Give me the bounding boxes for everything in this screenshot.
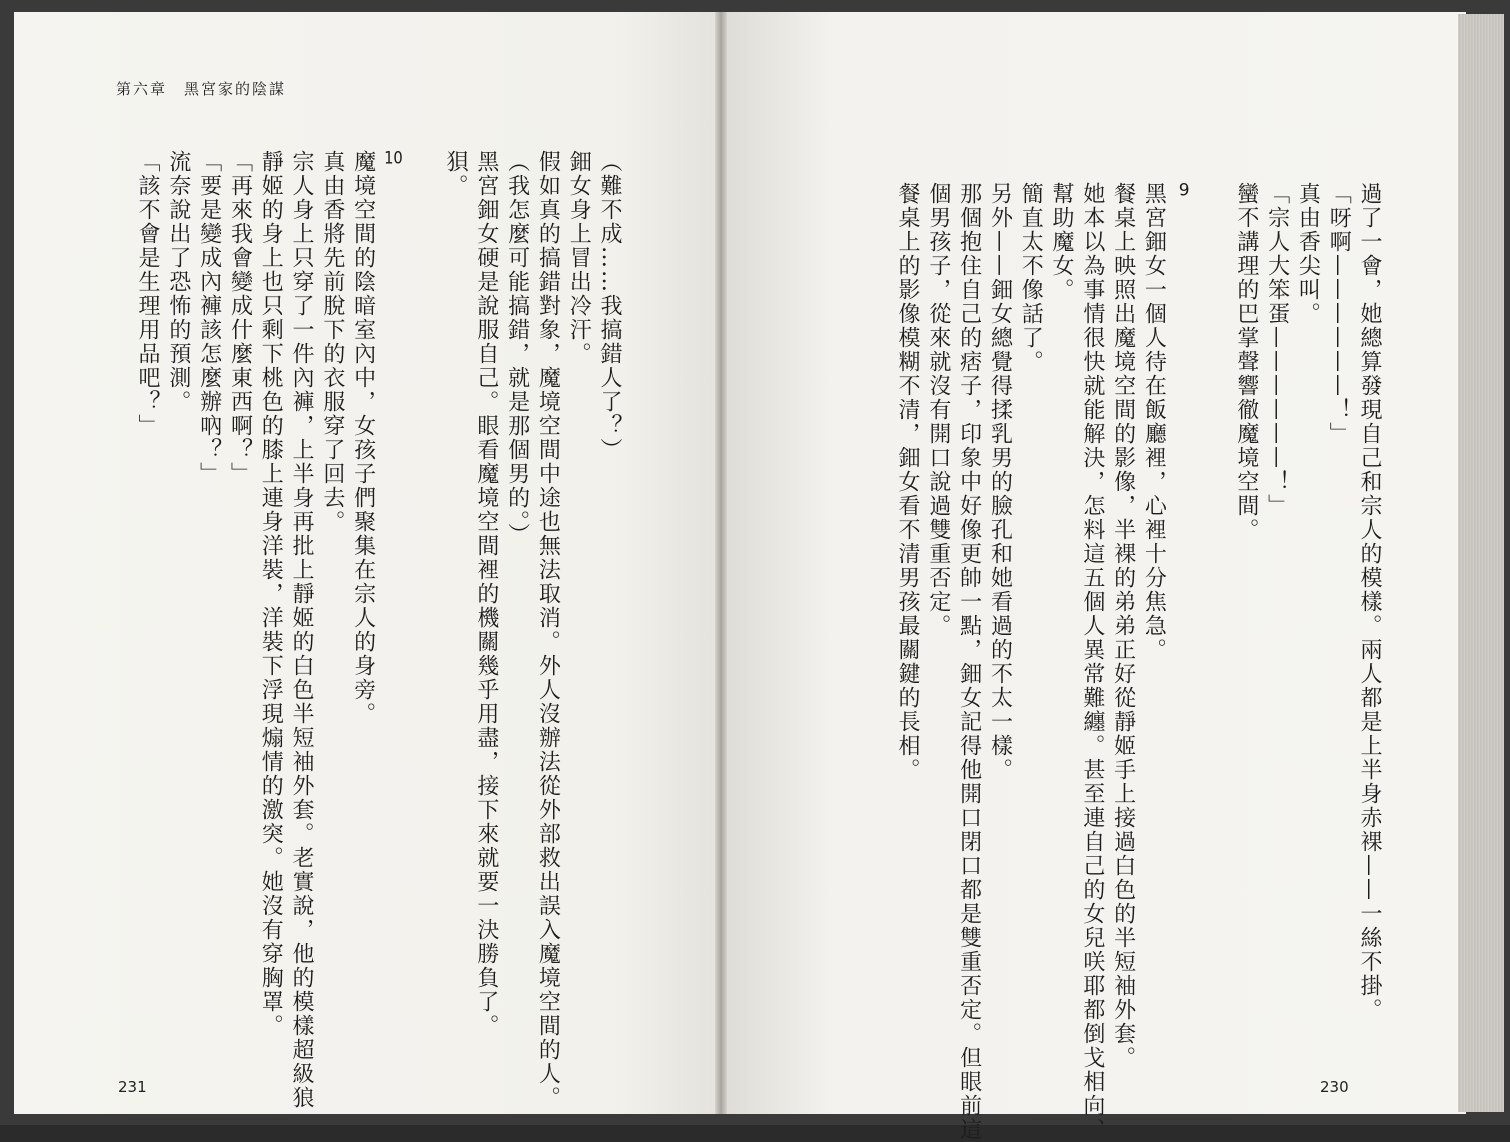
text-column: 餐桌上映照出魔境空間的影像，半裸的弟弟正好從靜姬手上接過白色的半短袖外套。 xyxy=(1110,182,1136,1070)
text-column: 「呀啊——————！」 xyxy=(1326,182,1352,446)
text-column: 狽。 xyxy=(443,150,469,198)
section-number: 10 xyxy=(384,150,403,167)
text-column: 那個抱住自己的痞子，印象中好像更帥一點，鈿女記得他開口閉口都是雙重否定。但眼前這 xyxy=(956,182,982,1142)
text-column: 「宗人大笨蛋——————！」 xyxy=(1264,182,1290,518)
section-number: 9 xyxy=(1178,182,1190,199)
text-column: 她本以為事情很快就能解決，怎料這五個人異常難纏。甚至連自己的女兒咲耶都倒戈相向、 xyxy=(1079,182,1105,1142)
chapter-header: 第六章 黑宮家的陰謀 xyxy=(116,80,287,98)
text-column: 幫助魔女。 xyxy=(1049,182,1075,302)
text-column: 靜姬的身上也只剩下桃色的膝上連身洋裝，洋裝下浮現煽情的激突。她沒有穿胸罩。 xyxy=(258,150,284,1038)
text-column: 「要是變成內褲該怎麼辦吶？」 xyxy=(196,150,222,486)
text-column: 真由香尖叫。 xyxy=(1295,182,1321,326)
text-column: 餐桌上的影像模糊不清，鈿女看不清男孩最關鍵的長相。 xyxy=(895,182,921,782)
blank-column xyxy=(1199,182,1230,1062)
text-column: 簡直太不像話了。 xyxy=(1018,182,1044,374)
text-column: 黑宮鈿女硬是說服自己。眼看魔境空間裡的機關幾乎用盡，接下來就要一決勝負了。 xyxy=(473,150,499,1038)
text-column: 蠻不講理的巴掌聲響徹魔境空間。 xyxy=(1233,182,1259,542)
text-column: 假如真的搞錯對象，魔境空間中途也無法取消。外人沒辦法從外部救出誤入魔境空間的人。 xyxy=(535,150,561,1110)
text-column: 另外——鈿女總覺得揉乳男的臉孔和她看過的不太一樣。 xyxy=(987,182,1013,782)
text-column: 鈿女身上冒出冷汗。 xyxy=(566,150,592,366)
text-column: 魔境空間的陰暗室內中，女孩子們聚集在宗人的身旁。 xyxy=(350,150,376,726)
text-column: 宗人身上只穿了一件內褲，上半身再批上靜姬的白色半短袖外套。老實說，他的模樣超級狼 xyxy=(289,150,315,1110)
text-column: 個男孩子，從來就沒有開口說過雙重否定。 xyxy=(925,182,951,638)
text-column: 「再來我會變成什麼東西啊？」 xyxy=(227,150,253,486)
blank-column xyxy=(408,150,439,1050)
text-column: 黑宮鈿女一個人待在飯廳裡，心裡十分焦急。 xyxy=(1141,182,1167,662)
page-edges xyxy=(1458,14,1504,1112)
text-column: （我怎麼可能搞錯，就是那個男的。） xyxy=(504,150,530,547)
page-number-left: 231 xyxy=(118,1078,147,1096)
text-column: 流奈說出了恐怖的預測。 xyxy=(165,150,191,414)
text-column: 過了一會，她總算發現自己和宗人的模樣。兩人都是上半身赤裸——一絲不掛。 xyxy=(1357,182,1382,1022)
book-gutter xyxy=(715,12,727,1114)
page-number-right: 230 xyxy=(1320,1078,1349,1096)
text-column: （難不成……我搞錯人了？） xyxy=(597,150,622,462)
text-column: 「該不會是生理用品吧？」 xyxy=(135,150,161,438)
text-column: 真由香將先前脫下的衣服穿了回去。 xyxy=(319,150,345,534)
